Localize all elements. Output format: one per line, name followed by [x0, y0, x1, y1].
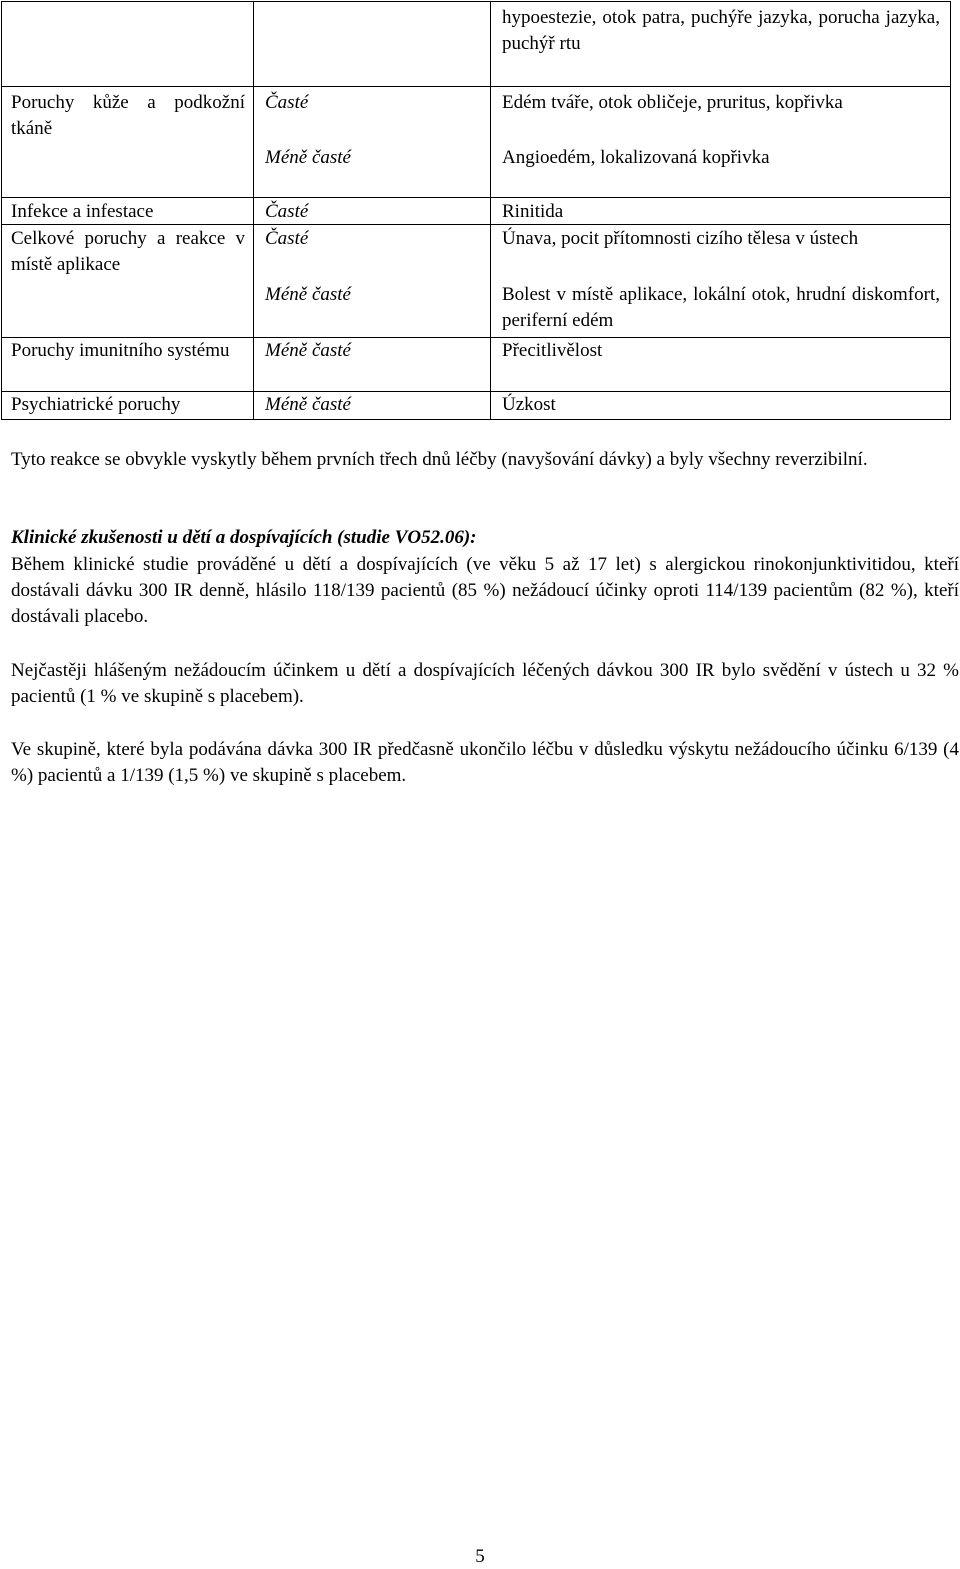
- effects-cell: [491, 392, 950, 419]
- organ-cell: [2, 338, 254, 391]
- table-row: [2, 337, 950, 391]
- frequency-cell: [254, 392, 491, 419]
- adverse-effects-table: [1, 1, 951, 420]
- frequency-label: Časté: [265, 201, 309, 222]
- effects-cell: [491, 2, 950, 86]
- paragraph-most-common-effect: Nejčastěji hlášeným nežádoucím účinkem u dětí a dospívajících léčených dávkou 300 IR bylo svědění v ústech u 32 % pacientů (1 % ve skupině s placebem).: [11, 660, 959, 707]
- table-row: [2, 86, 950, 197]
- effect-text: Rinitida: [502, 201, 564, 222]
- effect-text: Bolest v místě aplikace, lokální otok, hrudní diskomfort, periferní edém: [502, 284, 940, 331]
- organ-label: Poruchy imunitního systému: [11, 340, 230, 361]
- effects-cell: [491, 225, 950, 337]
- paragraph-discontinuation: Ve skupině, které byla podávána dávka 300 IR předčasně ukončilo léčbu v důsledku výskytu nežádoucího účinku 6/139 (4 %) pacientů a 1/139 (1,5 %) ve skupině s placebem.: [11, 739, 959, 786]
- effect-text: Únava, pocit přítomnosti cizího tělesa v ústech: [502, 228, 859, 249]
- paragraph-reversibility: Tyto reakce se obvykle vyskytly během prvních třech dnů léčby (navyšování dávky) a byly všechny reverzibilní.: [11, 449, 868, 470]
- effect-text: hypoestezie, otok patra, puchýře jazyka, porucha jazyka, puchýř rtu: [502, 7, 940, 54]
- effects-cell: [491, 87, 950, 197]
- effect-text: Edém tváře, otok obličeje, pruritus, kopřivka: [502, 92, 843, 113]
- organ-cell: [2, 2, 254, 86]
- frequency-cell: [254, 87, 491, 197]
- frequency-label: Méně časté: [265, 394, 351, 415]
- section-heading: Klinické zkušenosti u dětí a dospívajících (studie VO52.06):: [11, 527, 477, 548]
- frequency-cell: [254, 198, 491, 224]
- effect-text: Úzkost: [502, 394, 556, 415]
- organ-cell: [2, 392, 254, 419]
- organ-cell: [2, 225, 254, 337]
- table-row: [2, 391, 950, 419]
- frequency-cell: [254, 2, 491, 86]
- table-row: [2, 2, 950, 86]
- table-row: [2, 224, 950, 337]
- organ-label: Poruchy kůže a podkožní tkáně: [11, 92, 245, 139]
- frequency-label: Časté: [265, 92, 309, 113]
- effects-cell: [491, 198, 950, 224]
- page-number: 5: [475, 1546, 485, 1567]
- effect-text: Angioedém, lokalizovaná kopřivka: [502, 147, 770, 168]
- frequency-label: Méně časté: [265, 147, 351, 168]
- organ-label: Infekce a infestace: [11, 201, 154, 222]
- frequency-cell: [254, 225, 491, 337]
- frequency-label: Méně časté: [265, 340, 351, 361]
- effect-text: Přecitlivělost: [502, 340, 603, 361]
- organ-cell: [2, 198, 254, 224]
- organ-label: Psychiatrické poruchy: [11, 394, 181, 415]
- organ-label: Celkové poruchy a reakce v místě aplikace: [11, 228, 245, 275]
- effects-cell: [491, 338, 950, 391]
- paragraph-clinical-study: Během klinické studie prováděné u dětí a dospívajících (ve věku 5 až 17 let) s alergickou rinokonjunktivitidou, kteří dostávali dávku 300 IR denně, hlásilo 118/139 pacientů (85 %) nežádoucí účinky oproti 114/139 pacientům (82 %), kteří dostávali placebo.: [11, 554, 959, 627]
- frequency-cell: [254, 338, 491, 391]
- table-row: [2, 197, 950, 224]
- frequency-label: Časté: [265, 228, 309, 249]
- frequency-label: Méně časté: [265, 284, 351, 305]
- organ-cell: [2, 87, 254, 197]
